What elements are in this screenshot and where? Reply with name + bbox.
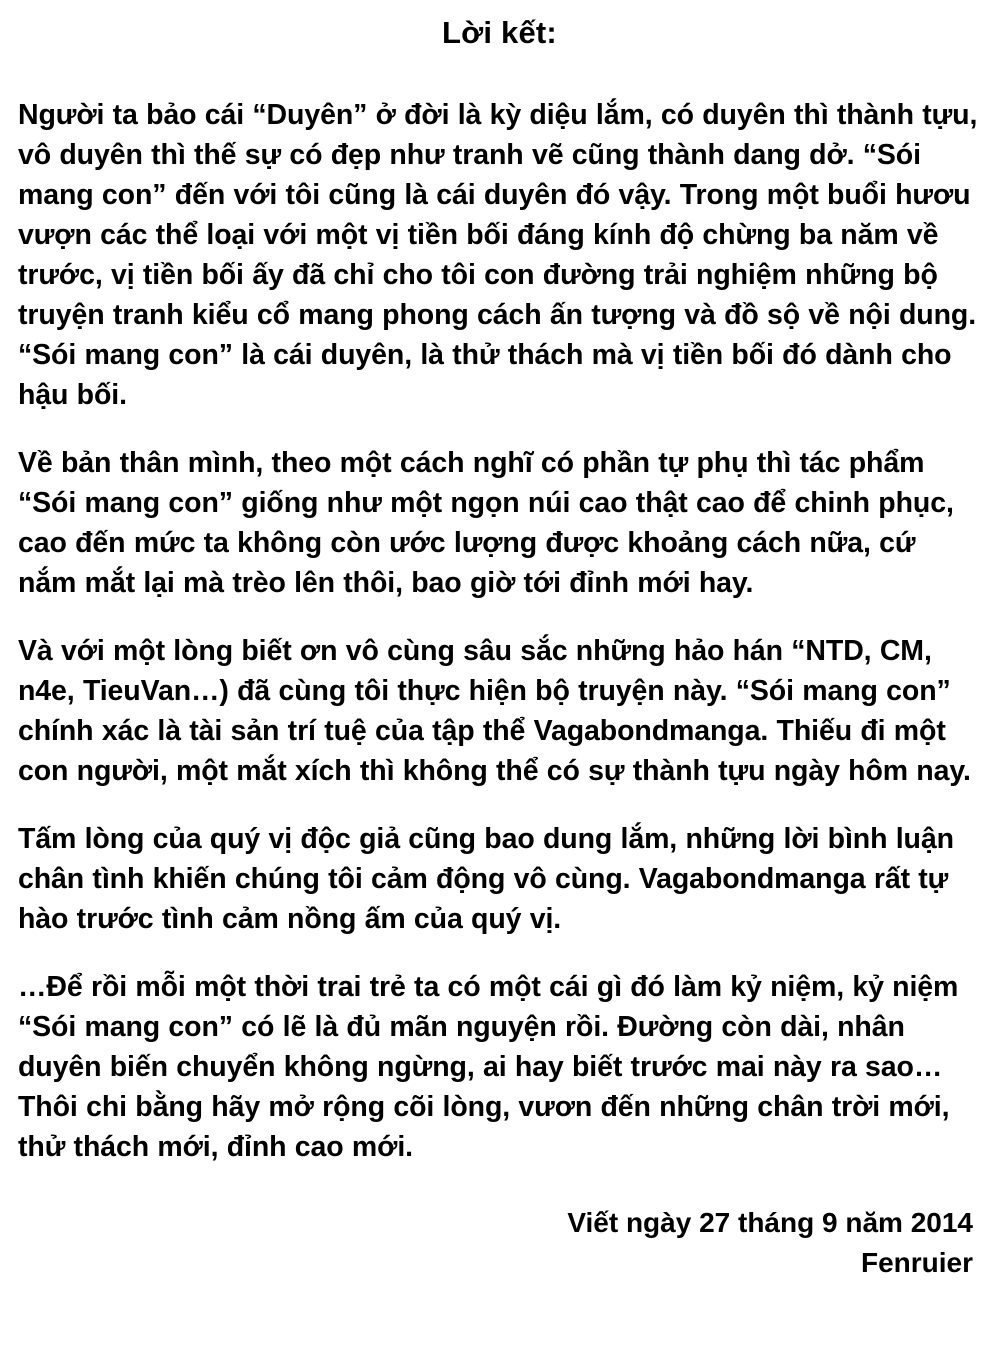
signature-author: Fenruier [860, 1247, 973, 1279]
paragraph-4: Tấm lòng của quý vị độc giả cũng bao dung lắm, những lời bình luận chân tình khiến chúng tôi cảm động vô cùng. Vagabondmanga rất tự hào trước tình cảm nồng ấm của quý vị. [18, 823, 954, 936]
paragraph-2: Về bản thân mình, theo một cách nghĩ có phần tự phụ thì tác phẩm “Sói mang con” giống như một ngọn núi cao thật cao để chinh phục, cao đến mức ta không còn ước lượng được khoảng cách nữa, cứ nắm mắt lại mà trèo lên thôi, bao giờ tới đỉnh mới hay. [18, 447, 954, 600]
page-title: Lời kết: [442, 15, 557, 50]
paragraph-5: …Để rồi mỗi một thời trai trẻ ta có một cái gì đó làm kỷ niệm, kỷ niệm “Sói mang con” có lẽ là đủ mãn nguyện rồi. Đường còn dài, nhân duyên biến chuyển không ngừng, ai hay biết trước mai này ra sao…Thôi chi bằng hãy mở rộng cõi lòng, vươn đến những chân trời mới, thử thách mới, đỉnh cao mới. [18, 971, 959, 1164]
signature-date: Viết ngày 27 tháng 9 năm 2014 [567, 1207, 973, 1239]
document-body [18, 95, 981, 1167]
signature-block [18, 1203, 981, 1283]
paragraph-3: Và với một lòng biết ơn vô cùng sâu sắc những hảo hán “NTD, CM, n4e, TieuVan…) đã cùng tôi thực hiện bộ truyện này. “Sói mang con” chính xác là tài sản trí tuệ của tập thể Vagabondmanga. Thiếu đi một con người, một mắt xích thì không thể có sự thành tựu ngày hôm nay. [18, 635, 971, 788]
paragraph-1: Người ta bảo cái “Duyên” ở đời là kỳ diệu lắm, có duyên thì thành tựu, vô duyên thì thế sự có đẹp như tranh vẽ cũng thành dang dở. “Sói mang con” đến với tôi cũng là cái duyên đó vậy. Trong một buổi hươu vượn các thể loại với một vị tiền bối đáng kính độ chừng ba năm về trước, vị tiền bối ấy đã chỉ cho tôi con đường trải nghiệm những bộ truyện tranh kiểu cổ mang phong cách ấn tượng và đồ sộ về nội dung. “Sói mang con” là cái duyên, là thử thách mà vị tiền bối đó dành cho hậu bối. [18, 99, 978, 412]
